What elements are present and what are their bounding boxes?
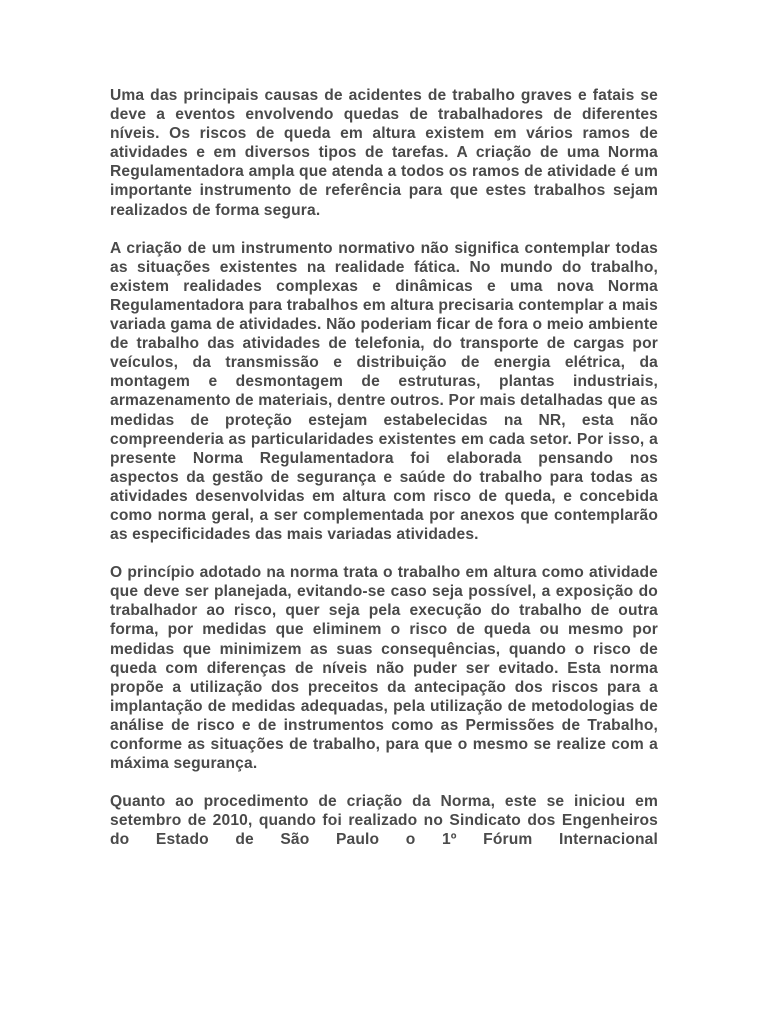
paragraph-4: Quanto ao procedimento de criação da Norma, este se iniciou em setembro de 2010, quando foi realizado no Sindicato dos Engenheiros do Estado de São Paulo o 1º Fórum Internacional — [110, 793, 658, 849]
paragraph-2: A criação de um instrumento normativo não significa contemplar todas as situações existentes na realidade fática. No mundo do trabalho, existem realidades complexas e dinâmicas e uma nova Norma Regulamentadora para trabalhos em altura precisaria contemplar a mais variada gama de atividades. Não poderiam ficar de fora o meio ambiente de trabalho das atividades de telefonia, do transporte de cargas por veículos, da transmissão e distribuição de energia elétrica, da montagem e desmontagem de estruturas, plantas industriais, armazenamento de materiais, dentre outros. Por mais detalhadas que as medidas de proteção estejam estabelecidas na NR, esta não compreenderia as particularidades existentes em cada setor. Por isso, a presente Norma Regulamentadora foi elaborada pensando nos aspectos da gestão de segurança e saúde do trabalho para todas as atividades desenvolvidas em altura com risco de queda, e concebida como norma geral, a ser complementada por anexos que contemplarão as especificidades das mais variadas atividades. — [110, 239, 658, 544]
document-page — [110, 86, 658, 868]
paragraph-3: O princípio adotado na norma trata o trabalho em altura como atividade que deve ser planejada, evitando-se caso seja possível, a exposição do trabalhador ao risco, quer seja pela execução do trabalho de outra forma, por medidas que eliminem o risco de queda ou mesmo por medidas que minimizem as suas consequências, quando o risco de queda com diferenças de níveis não puder ser evitado. Esta norma propõe a utilização dos preceitos da antecipação dos riscos para a implantação de medidas adequadas, pela utilização de metodologias de análise de risco e de instrumentos como as Permissões de Trabalho, conforme as situações de trabalho, para que o mesmo se realize com a máxima segurança. — [110, 564, 658, 773]
paragraph-1: Uma das principais causas de acidentes de trabalho graves e fatais se deve a eventos envolvendo quedas de trabalhadores de diferentes níveis. Os riscos de queda em altura existem em vários ramos de atividades e em diversos tipos de tarefas. A criação de uma Norma Regulamentadora ampla que atenda a todos os ramos de atividade é um importante instrumento de referência para que estes trabalhos sejam realizados de forma segura. — [110, 87, 658, 219]
